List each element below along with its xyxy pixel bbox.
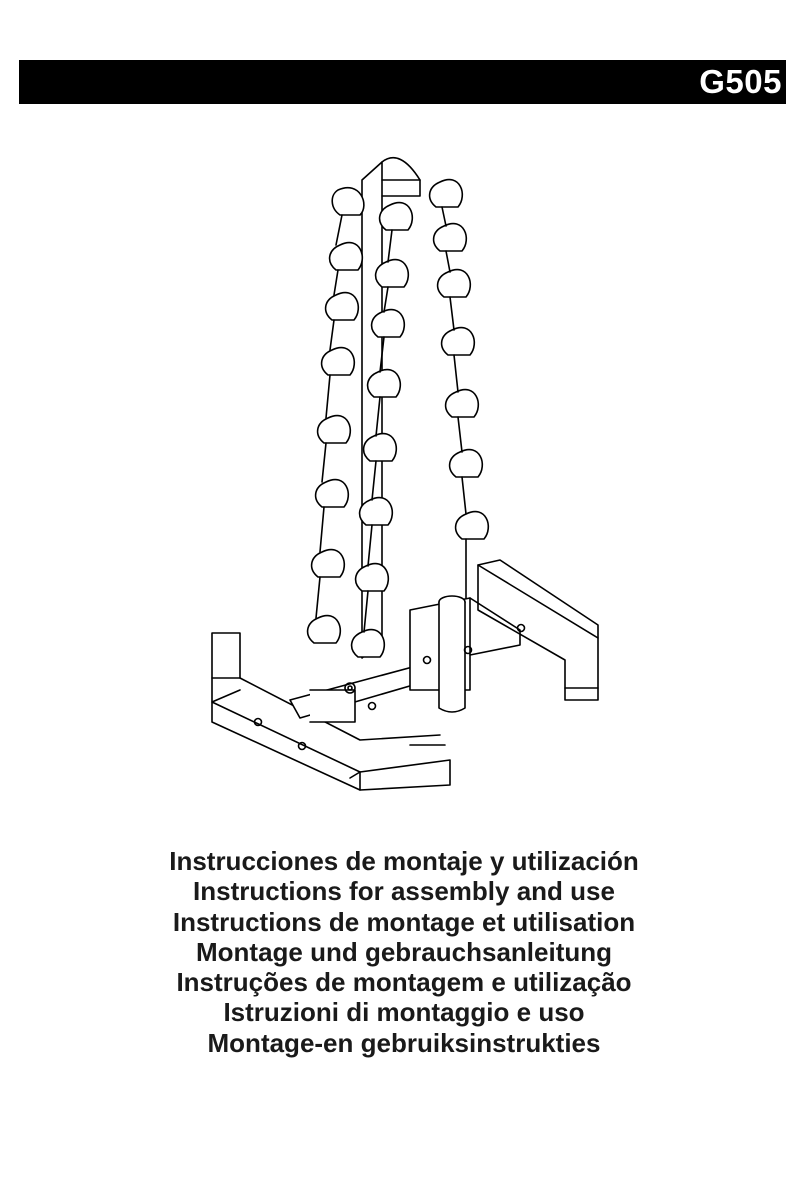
title-dutch: Montage-en gebruiksinstrukties (207, 1027, 601, 1058)
manual-titles (0, 846, 808, 1058)
product-line-drawing (200, 150, 610, 800)
title-french: Instructions de montage et utilisation (172, 906, 636, 937)
header-bar (19, 60, 786, 104)
model-code: G505 (699, 63, 782, 100)
title-italian: Istruzioni di montaggio e uso (223, 997, 585, 1028)
title-german: Montage und gebrauchsanleitung (195, 936, 612, 967)
title-portuguese: Instruções de montagem e utilização (176, 967, 632, 998)
title-english: Instructions for assembly and use (193, 876, 615, 907)
upright-posts (308, 158, 489, 658)
title-spanish: Instrucciones de montaje y utilización (169, 846, 639, 876)
rack-frame (212, 560, 598, 790)
